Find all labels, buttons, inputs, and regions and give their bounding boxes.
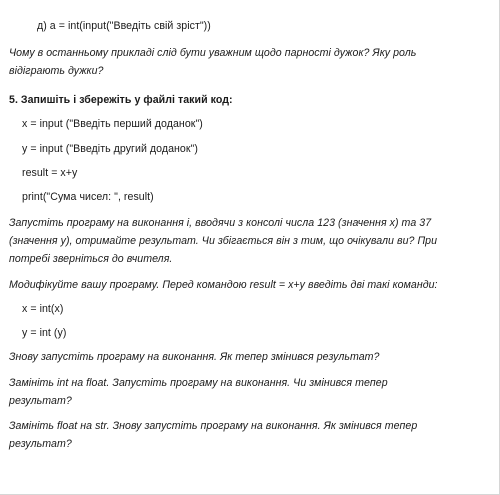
paragraph-line: Замініть float на str. Знову запустіть програму на виконання. Як змінився тепер <box>9 420 418 432</box>
task5-heading: 5. Запишіть і збережіть у файлі такий код: <box>9 94 233 106</box>
paragraph-run-again: Знову запустіть програму на виконання. Як тепер змінився результат? <box>9 351 380 363</box>
code-line: y = int (y) <box>22 327 67 339</box>
paragraph-line: результат? <box>9 395 72 407</box>
code-line: x = input ("Введіть перший доданок") <box>22 118 203 130</box>
question-line-2: відіграють дужки? <box>9 65 104 77</box>
paragraph-line: (значення y), отримайте результат. Чи збігається він з тим, що очікували ви? При <box>9 235 438 247</box>
paragraph-modify: Модифікуйте вашу програму. Перед командою result = x+y введіть дві такі команди: <box>9 279 438 291</box>
code-line: x = int(x) <box>22 303 64 315</box>
code-line: result = x+y <box>22 167 78 179</box>
code-line: y = input ("Введіть другий доданок") <box>22 143 198 155</box>
question-line-1: Чому в останньому прикладі слід бути уважним щодо парності дужок? Яку роль <box>9 47 417 59</box>
paragraph-line: результат? <box>9 438 72 450</box>
code-line-a: д) a = int(input("Введіть свій зріст")) <box>37 20 211 32</box>
paragraph-line: потребі зверніться до вчителя. <box>9 253 173 265</box>
paragraph-line: Замініть int на float. Запустіть програму на виконання. Чи змінився тепер <box>9 377 388 389</box>
code-line: print("Сума чисел: ", result) <box>22 191 154 203</box>
paragraph-line: Запустіть програму на виконання і, вводячи з консолі числа 123 (значення x) та 37 <box>9 217 432 229</box>
